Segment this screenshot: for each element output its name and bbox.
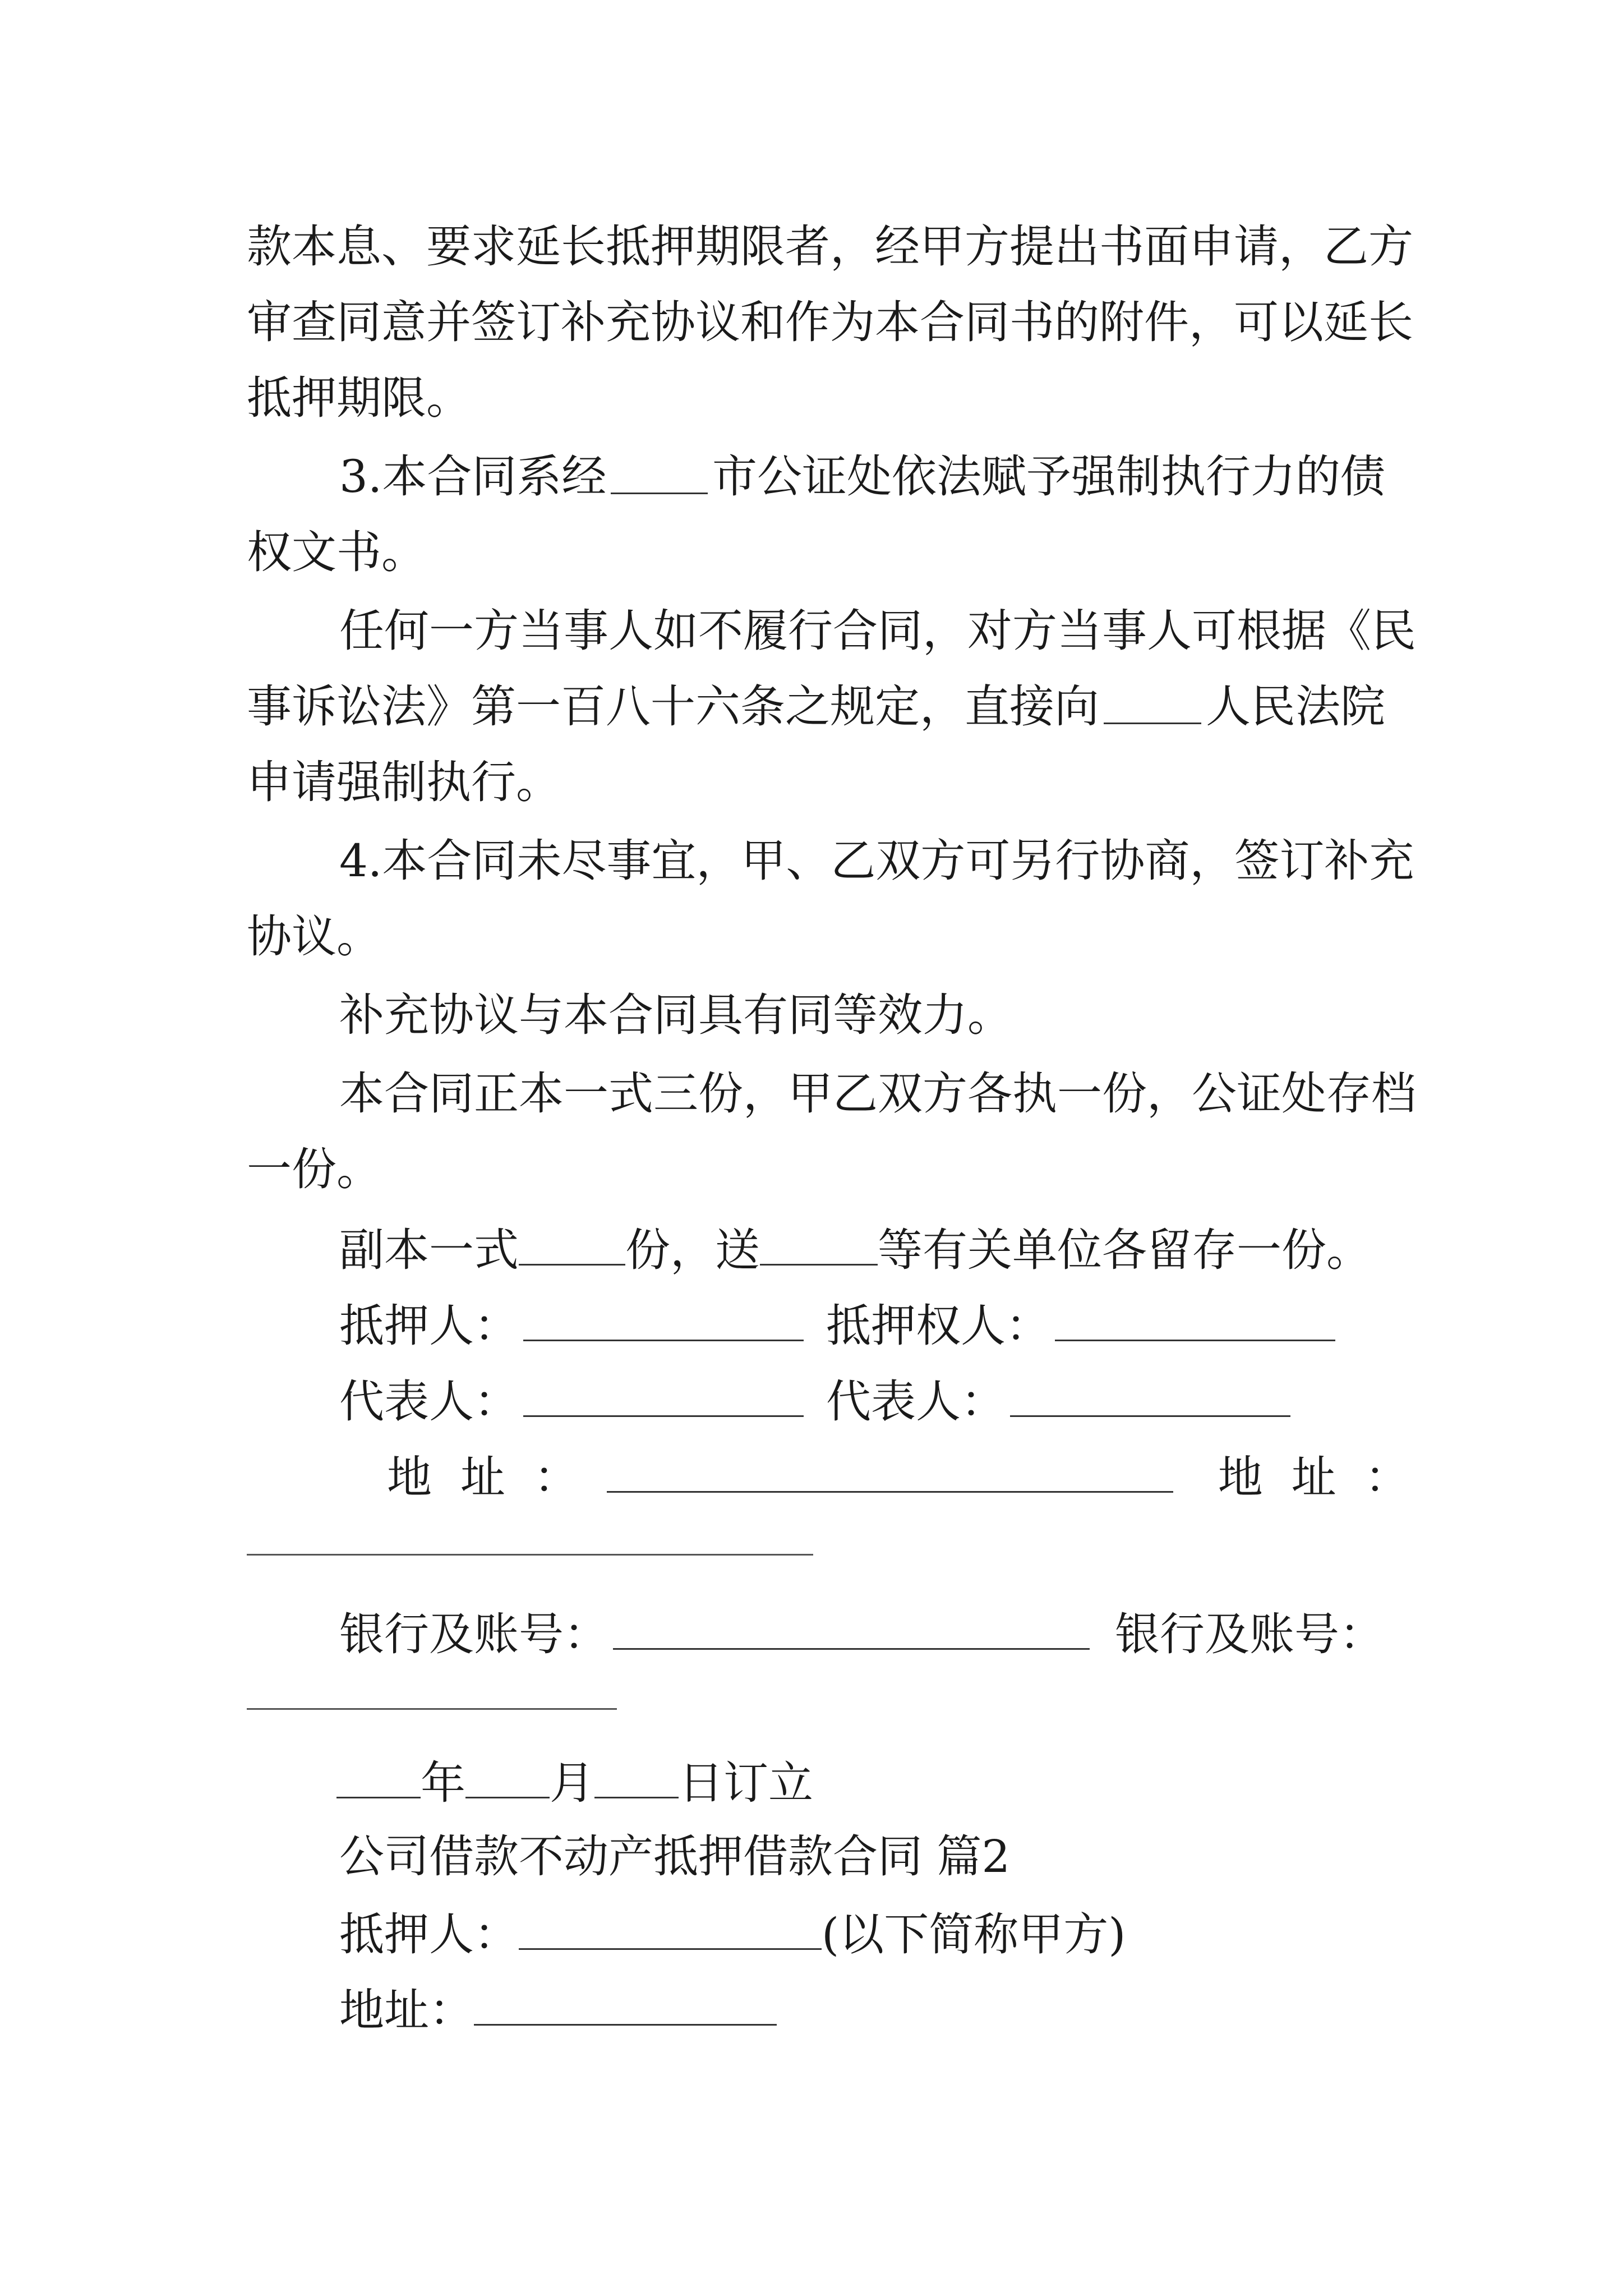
bank-blank-2[interactable] (247, 1708, 617, 1710)
copies-text-c: 等有关单位各留存一份。 (878, 1224, 1371, 1276)
text-line: 本合同正本一式三份，甲乙双方各执一份，公证处存档 (339, 1068, 1416, 1120)
year-blank[interactable] (336, 1753, 421, 1798)
representative-blank-2[interactable] (1010, 1372, 1290, 1417)
text-line: 一份。 (247, 1143, 381, 1195)
text-line: 抵押期限。 (247, 372, 471, 424)
court-blank[interactable] (1104, 679, 1201, 724)
day-label: 日订立 (679, 1757, 813, 1809)
section-2-mortgagor-row (339, 1904, 1385, 1961)
mortgagor-row (339, 1296, 1385, 1352)
address-label-2: 地 址 ： (1218, 1451, 1410, 1503)
text-line: 4.本合同未尽事宜，甲、乙双方可另行协商，签订补充 (339, 835, 1414, 887)
year-label: 年 (421, 1757, 465, 1809)
text-line: 申请强制执行。 (247, 756, 561, 808)
address-blank-2[interactable] (247, 1554, 813, 1556)
month-label: 月 (550, 1757, 594, 1809)
copies-line (339, 1220, 1385, 1276)
mortgagor-blank[interactable] (523, 1296, 804, 1341)
bank-row (339, 1604, 1385, 1660)
mortgagee-blank[interactable] (1055, 1296, 1335, 1341)
bank-label-1: 银行及账号： (339, 1608, 608, 1660)
copies-recipient-blank[interactable] (760, 1220, 878, 1266)
clause-3-text-b: 市公证处依法赋予强制执行力的债 (712, 450, 1385, 503)
representative-label-2: 代表人： (826, 1375, 1006, 1428)
representative-row (339, 1372, 1385, 1428)
month-blank[interactable] (465, 1753, 550, 1798)
text-line: 任何一方当事人如不履行合同，对方当事人可根据《民 (339, 605, 1416, 657)
mortgagor-label: 抵押人： (339, 1300, 519, 1352)
text-line: 协议。 (247, 910, 381, 963)
date-line (336, 1753, 1009, 1809)
text-line: 款本息、要求延长抵押期限者，经甲方提出书面申请，乙方 (247, 220, 1413, 273)
copies-text-a: 副本一式 (339, 1224, 519, 1276)
section-2-address-label: 地址： (339, 1984, 474, 2036)
mortgagee-label: 抵押权人： (826, 1300, 1050, 1352)
text-line: 审查同意并签订补充协议和作为本合同书的附件，可以延长 (247, 296, 1413, 348)
court-text-b: 人民法院 (1206, 680, 1385, 733)
copies-text-send: 份，送 (625, 1224, 760, 1276)
section-2-mortgagor-note: (以下简称甲方) (822, 1908, 1126, 1961)
clause-3-text-a: 3.本合同系经 (339, 450, 607, 503)
copies-count-blank[interactable] (519, 1220, 625, 1266)
clause-3-line (339, 449, 1385, 505)
address-label-1: 地 址 ： (387, 1451, 579, 1503)
section-2-address-row (339, 1980, 1385, 2036)
section-2-mortgagor-blank[interactable] (519, 1904, 822, 1950)
court-text-a: 事诉讼法》第一百八十六条之规定，直接向 (247, 680, 1099, 733)
section-2-mortgagor-label: 抵押人： (339, 1908, 519, 1961)
bank-blank-1[interactable] (613, 1604, 1090, 1650)
text-line: 权文书。 (247, 526, 426, 578)
text-line: 补充协议与本合同具有同等效力。 (339, 989, 1012, 1041)
representative-blank-1[interactable] (523, 1372, 804, 1417)
city-blank[interactable] (611, 449, 708, 494)
address-blank-1[interactable] (607, 1447, 1173, 1493)
section-2-address-blank[interactable] (474, 1980, 777, 2026)
representative-label-1: 代表人： (339, 1375, 519, 1428)
address-row (387, 1447, 1410, 1503)
bank-label-2: 银行及账号： (1115, 1608, 1384, 1660)
section-2-title: 公司借款不动产抵押借款合同 篇2 (339, 1830, 1011, 1883)
day-blank[interactable] (594, 1753, 679, 1798)
court-line (247, 679, 1385, 735)
